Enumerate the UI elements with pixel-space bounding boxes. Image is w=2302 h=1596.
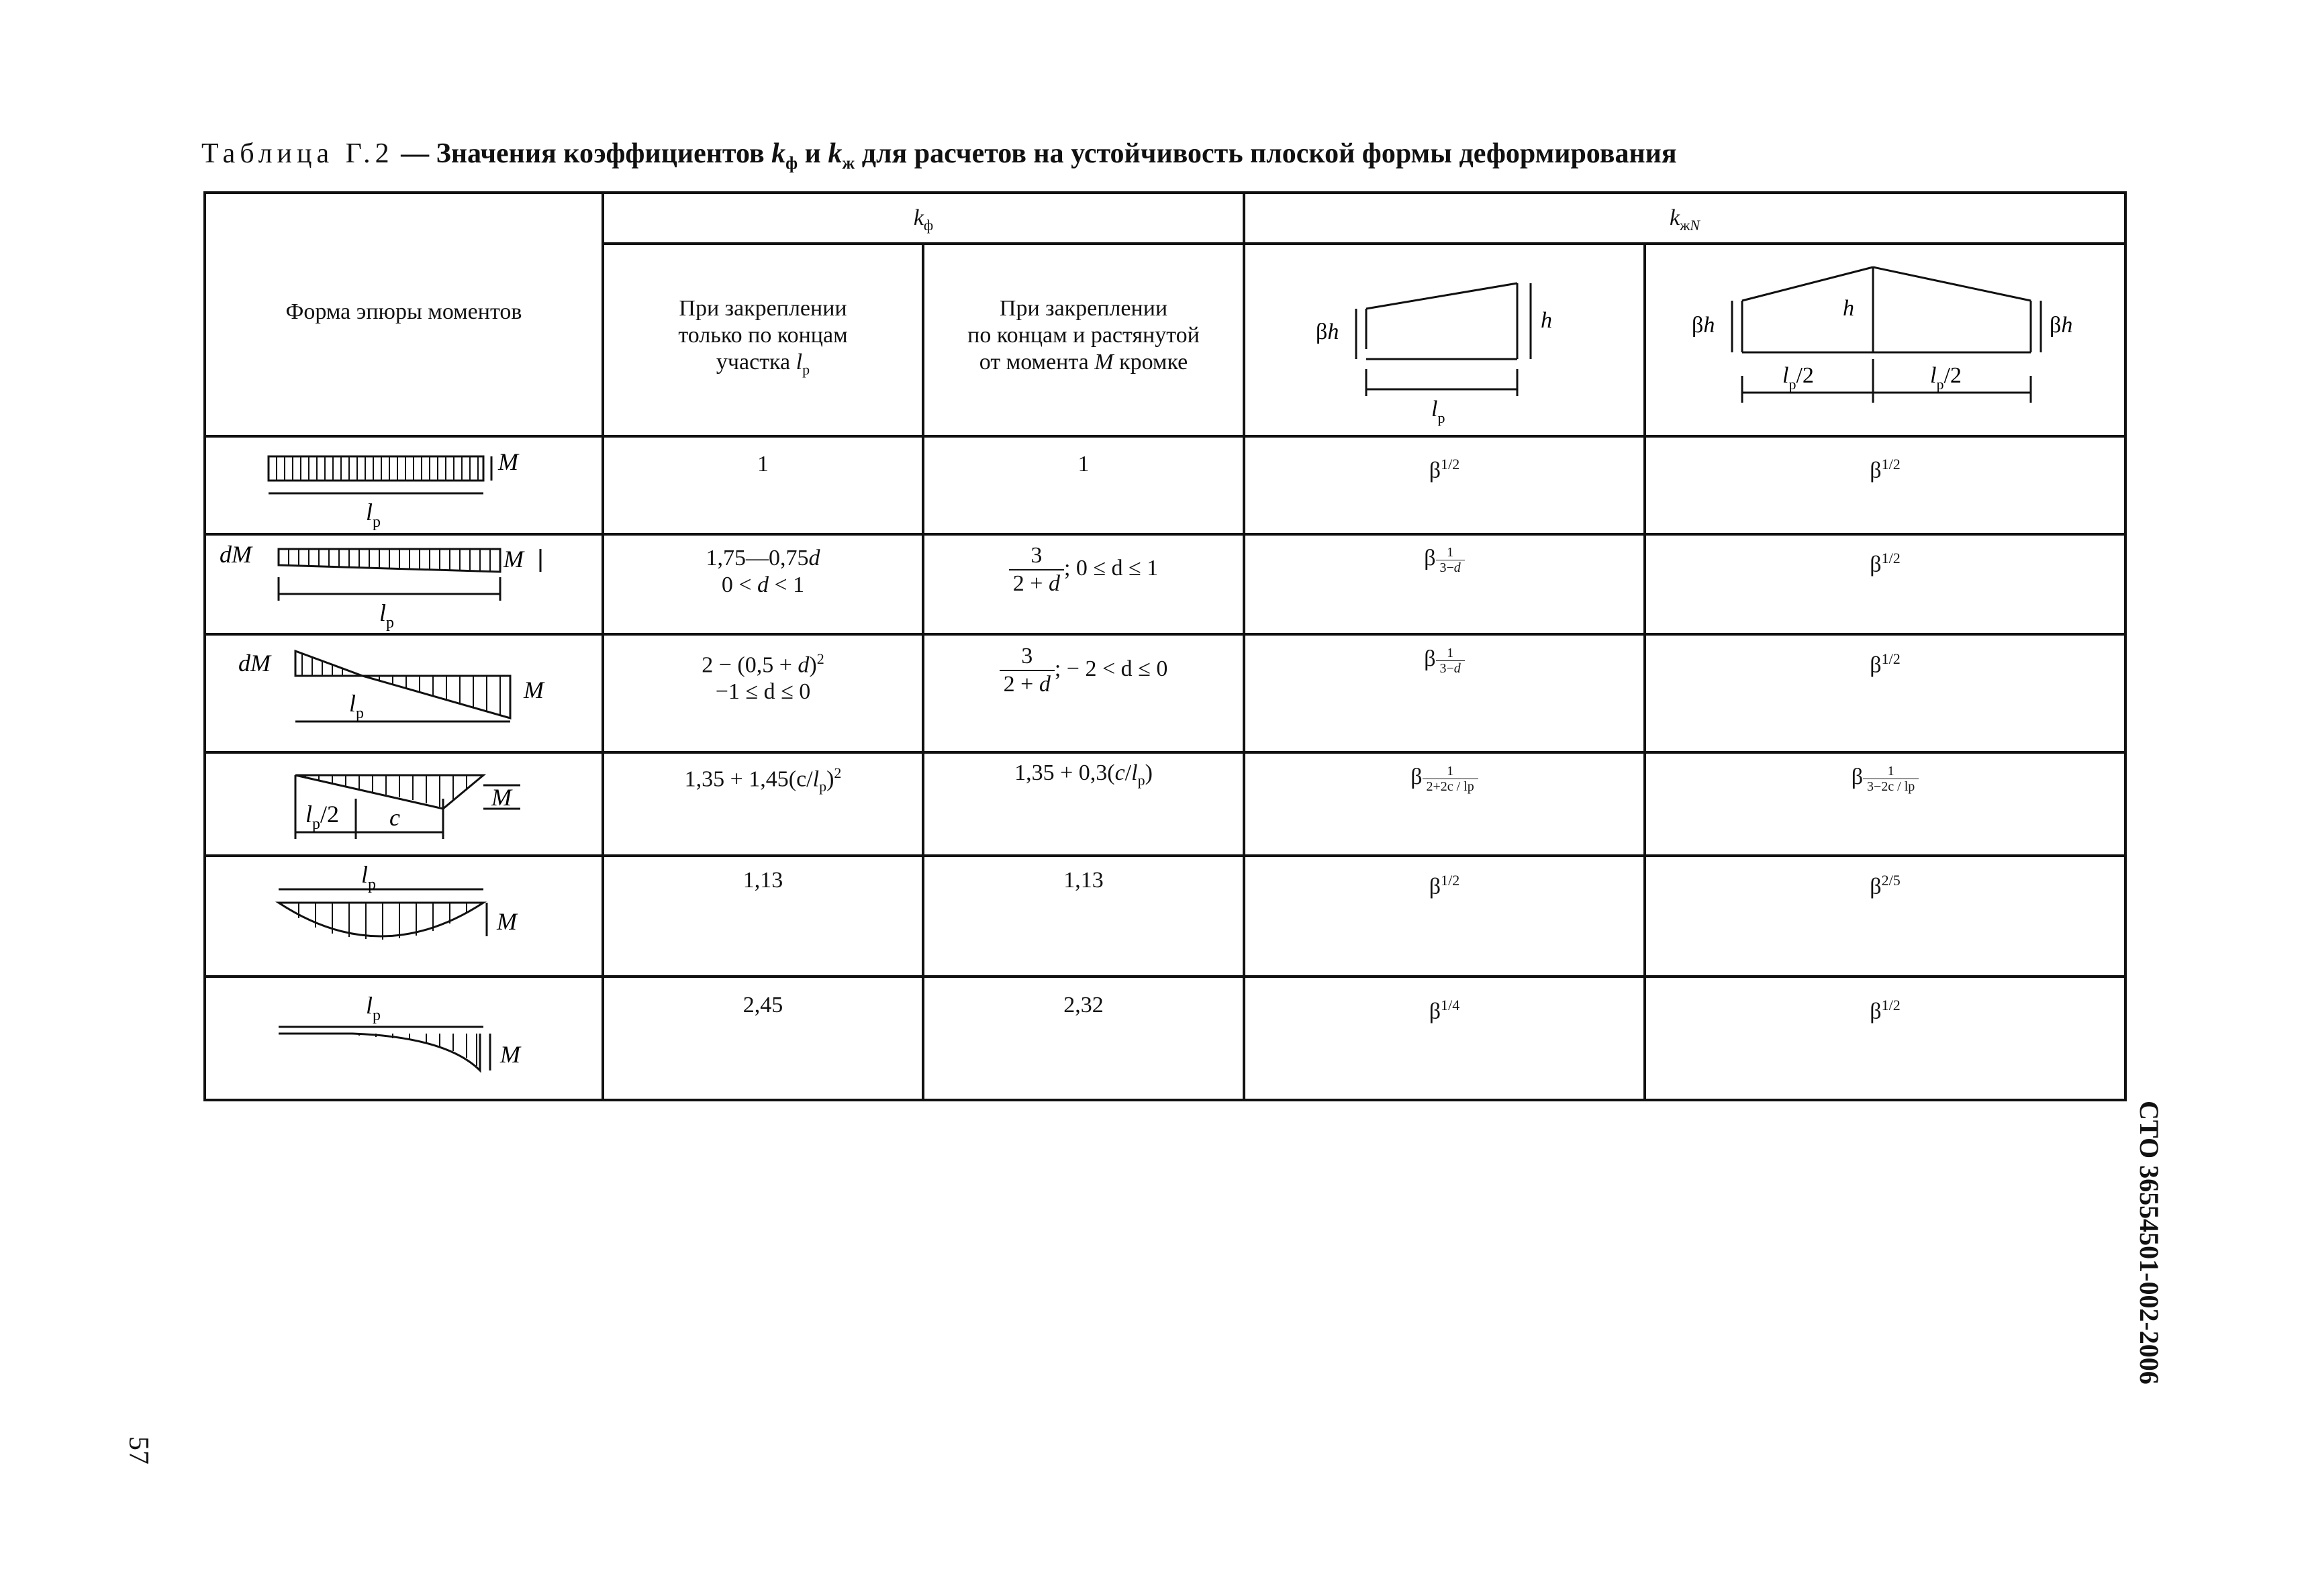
row5-kf1: 1,13 xyxy=(742,868,783,893)
svg-text:βh: βh xyxy=(1692,313,1715,338)
row2-kzh2: $\beta^{1/2}$ xyxy=(1870,550,1901,577)
beam-taper-schematic xyxy=(1249,248,1641,433)
row5-kzh2: $\beta^{2/5}$ xyxy=(1870,872,1901,899)
header-form-column: Форма эпюры моментов xyxy=(285,299,522,324)
table-caption: Таблица Г.2 — Значения коэффициентов $k_ф$ и $k_ж$ для расчетов на устойчивость плоской формы деформирования xyxy=(201,138,1677,173)
document-id: СТО 36554501-002-2006 xyxy=(2134,1101,2164,1385)
row2-kf2: $\frac{3}{2 + d}$ ; 0 ≤ d ≤ 1 xyxy=(923,542,1244,597)
row6-kzh1: $\beta^{1/4}$ xyxy=(1429,997,1460,1024)
triangle-sign-change-diagram xyxy=(228,641,577,735)
beam-peak-schematic xyxy=(1648,248,2121,433)
row6-kf2: 2,32 xyxy=(1063,993,1104,1017)
row1-kzh1: $\beta^{1/2}$ xyxy=(1429,456,1460,483)
svg-text:M: M xyxy=(524,677,544,703)
row1-kzh2: $\beta^{1/2}$ xyxy=(1870,456,1901,483)
svg-text:dM: dM xyxy=(220,541,252,568)
row4-kzh2: β $\frac{1}{3-2c / lр}$ xyxy=(1645,764,2125,794)
svg-text:lр/2: $l_р/2$ xyxy=(1782,363,1814,393)
uniform-moment-diagram xyxy=(255,443,564,530)
svg-text:M: M xyxy=(498,448,518,475)
svg-text:βh: βh xyxy=(2050,313,2073,338)
svg-text:dM: dM xyxy=(238,650,271,677)
row4-kf1: $1,35 + 1,45(c/l_р)^2$ xyxy=(684,764,842,795)
row5-kf2: 1,13 xyxy=(1063,868,1104,893)
svg-text:M: M xyxy=(491,784,512,811)
trapezoid-moment-diagram xyxy=(211,537,587,631)
row2-kf1: 1,75—0,75d 0 < d < 1 xyxy=(706,546,820,597)
row3-kf2: $\frac{3}{2 + d}$ ; − 2 < d ≤ 0 xyxy=(923,643,1244,698)
caption-text: Значения коэффициентов xyxy=(436,138,772,169)
svg-text:c: c xyxy=(389,804,400,831)
row4-kzh1: β $\frac{1}{2+2c / lр}$ xyxy=(1244,764,1645,794)
svg-text:lр: $l_р$ xyxy=(361,862,377,893)
svg-text:M: M xyxy=(503,546,524,572)
svg-text:M: M xyxy=(500,1041,520,1068)
row3-kf1: $2 - (0,5 + d)^2$ −1 ≤ d ≤ 0 xyxy=(702,650,824,705)
row1-kf1: 1 xyxy=(757,452,769,477)
row2-kzh1: β $\frac{1}{3-d}$ xyxy=(1244,545,1645,575)
svg-text:M: M xyxy=(497,908,517,935)
svg-text:lр/2: $l_р/2$ xyxy=(1930,363,1962,393)
svg-text:h: h xyxy=(1843,296,1854,321)
row5-kzh1: $\beta^{1/2}$ xyxy=(1429,872,1460,899)
parabolic-moment-diagram xyxy=(265,862,561,973)
svg-text:lр: $l_р$ xyxy=(349,690,365,722)
svg-text:lр: $l_р$ xyxy=(366,499,381,530)
svg-text:lр: $l_р$ xyxy=(1431,397,1445,426)
concave-moment-diagram xyxy=(265,983,561,1094)
header-kf-col2: При закреплении по концам и растянутой от момента M кромке xyxy=(967,296,1200,375)
row6-kzh2: $\beta^{1/2}$ xyxy=(1870,997,1901,1024)
row4-kf2: $1,35 + 0,3(c/l_р)$ xyxy=(1014,760,1153,789)
row3-kzh1: β $\frac{1}{3-d}$ xyxy=(1244,646,1645,676)
svg-text:lр: $l_р$ xyxy=(379,599,395,631)
svg-text:h: h xyxy=(1541,308,1552,333)
partial-moment-diagram xyxy=(282,758,550,852)
row3-kzh2: $\beta^{1/2}$ xyxy=(1870,650,1901,678)
row1-kf2: 1 xyxy=(1077,452,1090,477)
page-number: 57 xyxy=(123,1436,154,1464)
caption-label: Таблица Г.2 xyxy=(201,138,394,169)
header-kf: $k_ф$ xyxy=(913,205,934,234)
svg-text:lр: $l_р$ xyxy=(366,992,381,1024)
header-kf-col1: При закреплении только по концам участка $l_р$ xyxy=(678,296,848,378)
row6-kf1: 2,45 xyxy=(742,993,783,1017)
kzh1-label-bh: βh xyxy=(1316,319,1339,344)
header-kzh: $k_{жN}$ xyxy=(1670,205,1700,234)
svg-text:lр/2: $l_р/2$ xyxy=(305,801,340,833)
